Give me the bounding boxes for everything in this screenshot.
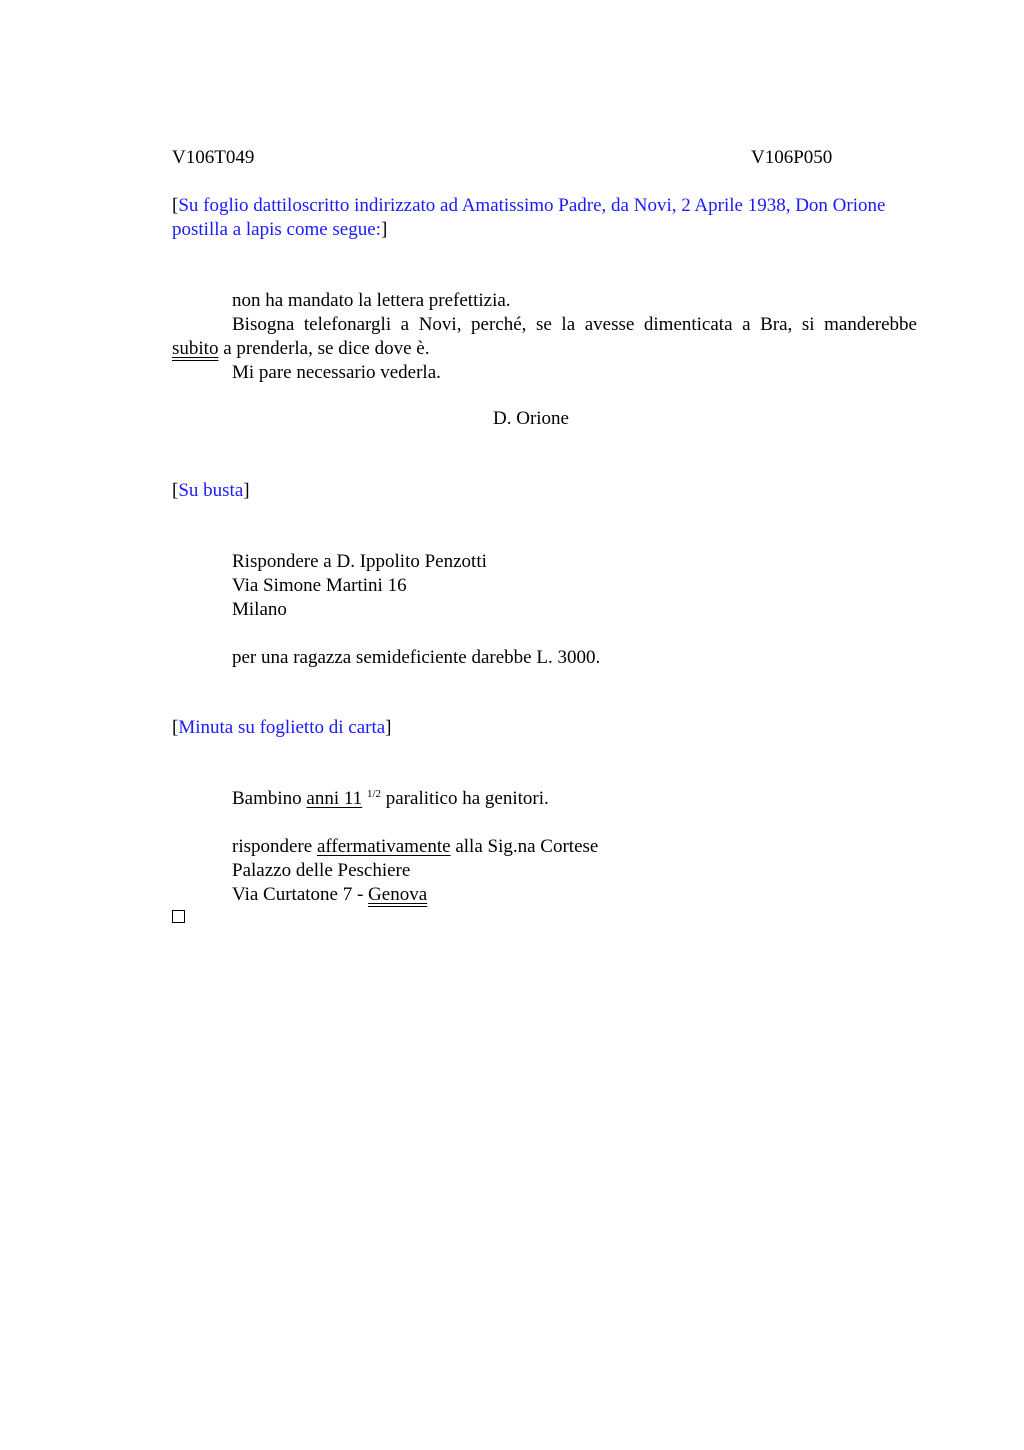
text-line: Via Simone Martini 16 [232, 575, 407, 596]
text-line: Mi pare necessario vederla. [232, 362, 441, 383]
underlined-word: affermativamente [316, 836, 451, 857]
editorial-note-1 [172, 194, 917, 242]
bracket-open: [ [172, 480, 179, 501]
bracket-close: ] [380, 219, 388, 240]
envelope-body [172, 550, 917, 622]
text-line: per una ragazza semideficiente darebbe L. 3000. [232, 647, 601, 668]
underlined-word: anni 11 [306, 788, 363, 809]
text-line: Rispondere a D. Ippolito Penzotti [232, 551, 487, 572]
bracket-open: [ [172, 717, 179, 738]
fraction-superscript: 1/2 [366, 788, 381, 800]
text-line: subito a prenderla, se dice dove è. [172, 338, 430, 359]
text-line: Via Curtatone 7 - Genova [232, 884, 428, 905]
bracket-close: ] [385, 717, 392, 738]
page-code-right: V106P050 [751, 147, 833, 168]
envelope-body-extra [172, 646, 917, 670]
editorial-note-2 [172, 479, 917, 503]
text-line: Palazzo delle Peschiere [232, 860, 411, 881]
text-line: Bambino anni 11 $^{1/2}$ paralitico ha genitori. [232, 788, 549, 809]
minute-body-2 [172, 835, 917, 907]
bracket-open: [ [172, 195, 179, 216]
editorial-note-text: Su busta [178, 480, 244, 501]
page-code-left: V106T049 [172, 147, 255, 168]
text-line: Bisogna telefonargli a Novi, perché, se la avesse dimenticata a Bra, si manderebbe [232, 314, 917, 335]
text-line: rispondere affermativamente alla Sig.na Cortese [232, 836, 599, 857]
text-line: non ha mandato la lettera prefettizia. [232, 290, 511, 311]
checkbox-square-icon [172, 910, 185, 923]
minute-body [172, 787, 917, 811]
bracket-close: ] [243, 480, 250, 501]
underlined-word: subito [172, 338, 219, 359]
editorial-note-text: Minuta su foglietto di carta [178, 717, 386, 738]
letter-body-1 [172, 289, 917, 385]
signature: D. Orione [493, 408, 569, 429]
text-line: Milano [232, 599, 287, 620]
editorial-note-text: Su foglio dattiloscritto indirizzato ad Amatissimo Padre, da Novi, 2 Aprile 1938, Don Orione postilla a lapis come segue: [172, 195, 886, 240]
editorial-note-3 [172, 716, 917, 740]
underlined-word: Genova [368, 884, 428, 905]
